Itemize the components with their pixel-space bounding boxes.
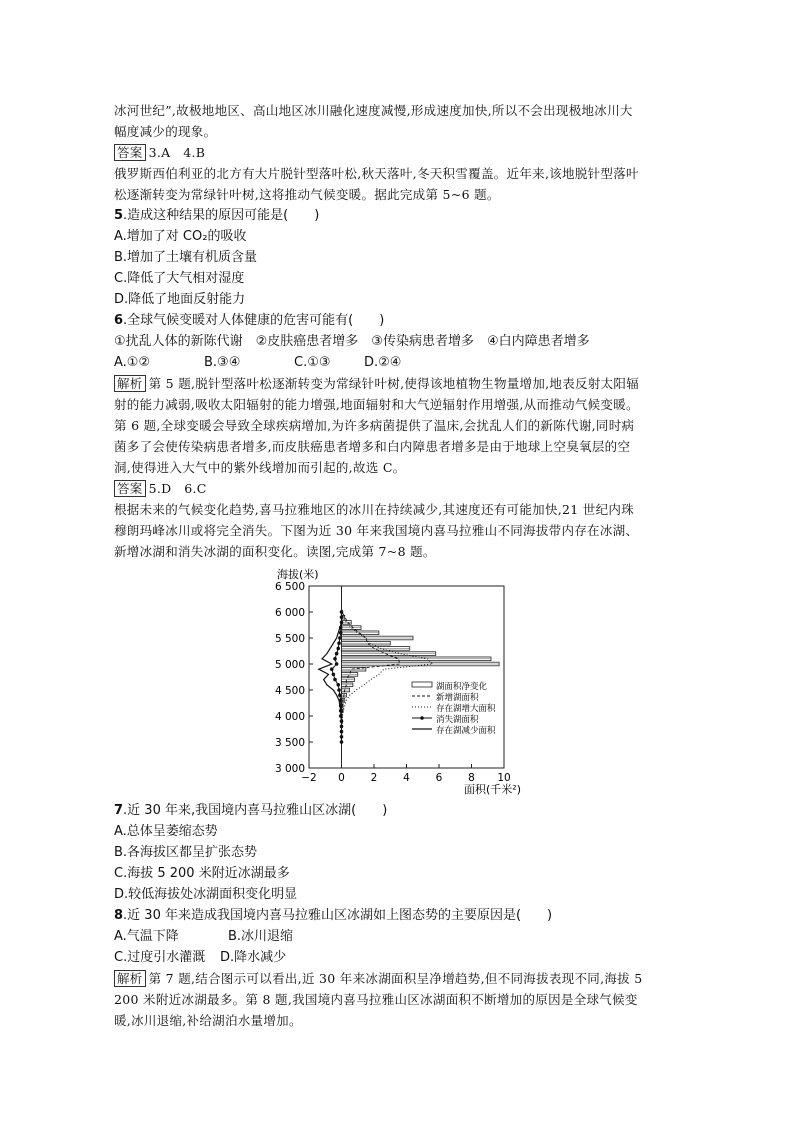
passage-line: 松逐渐转变为常绿针叶树,这将推动气候变暖。据此完成第 5~6 题。	[114, 187, 500, 202]
y-tick-label: 5 000	[274, 659, 305, 671]
chart-svg	[114, 566, 682, 798]
analysis-5-6	[114, 373, 682, 394]
question-stem: .造成这种结果的原因可能是( )	[123, 208, 320, 223]
option: A.气温下降	[114, 929, 179, 944]
question-stem: .近 30 年来造成我国境内喜马拉雅山区冰湖如上图态势的主要原因是( )	[123, 908, 553, 923]
answer-5-6	[114, 478, 682, 499]
plot-frame	[309, 586, 504, 768]
passage-line: 穆朗玛峰冰川或将完全消失。下图为近 30 年来我国境内喜马拉雅山不同海拔带内存在冰湖、	[114, 523, 639, 538]
x-tick-label: 10	[497, 772, 511, 784]
y-tick-label: 4 500	[274, 685, 305, 697]
analysis-line: 菌多了会使传染病患者增多,而皮肤癌患者增多和白内障患者增多是由于地球上空臭氧层的空	[114, 439, 631, 454]
legend-label: 存在湖增大面积	[436, 704, 496, 714]
disappeared-point	[338, 693, 342, 697]
x-axis-label: 面积(千米²)	[464, 783, 521, 796]
analysis-line: 第 6 题,全球变暖会导致全球疾病增加,为许多病菌提供了温床,会扰乱人们的新陈代谢,同时病	[114, 418, 635, 433]
question-number: 6	[114, 313, 124, 328]
question-number: 7	[114, 803, 124, 818]
option: A.①②	[114, 355, 151, 370]
x-tick-label: 4	[403, 772, 410, 784]
legend-label: 存在湖减少面积	[436, 726, 496, 736]
question-8	[114, 905, 682, 926]
y-tick-label: 4 000	[274, 711, 305, 723]
question-6-items: ①扰乱人体的新陈代谢 ②皮肤癌患者增多 ③传染病患者增多 ④白内障患者增多	[114, 334, 590, 349]
question-number: 8	[114, 908, 124, 923]
answer-text: 5.D 6.C	[148, 481, 207, 496]
y-tick-label: 5 500	[274, 633, 305, 645]
passage-line: 俄罗斯西伯利亚的北方有大片脱针型落叶松,秋天落叶,冬天积雪覆盖。近年来,该地脱针型落叶	[114, 166, 639, 181]
option: A.增加了对 CO₂的吸收	[114, 229, 247, 244]
question-6-options	[114, 352, 682, 373]
option: B.③④	[204, 355, 241, 370]
answer-tag: 答案	[114, 144, 146, 161]
option: B.冰川退缩	[228, 929, 294, 944]
x-tick-label: 6	[435, 772, 443, 784]
question-number: 5	[114, 208, 124, 223]
y-tick-label: 3 500	[274, 737, 305, 749]
disappeared-point	[337, 641, 341, 645]
decrease-line	[319, 612, 342, 742]
option: D.②④	[364, 355, 402, 370]
question-5	[114, 205, 682, 226]
x-tick-label: 8	[468, 772, 475, 784]
option: C.海拔 5 200 米附近冰湖最多	[114, 866, 290, 881]
option: D.较低海拔处冰湖面积变化明显	[114, 887, 298, 902]
lake-area-chart	[114, 566, 682, 798]
disappeared-point	[336, 647, 340, 651]
analysis-line: 洞,使得进入大气中的紫外线增加而引起的,故选 C。	[114, 460, 406, 475]
option: A.总体呈萎缩态势	[114, 824, 218, 839]
legend-label: 新增湖面积	[436, 693, 479, 703]
intro-line: 冰河世纪”,故极地地区、高山地区冰川融化速度减慢,形成速度加快,所以不会出现极地冰川大	[114, 103, 633, 118]
answer-tag: 答案	[114, 480, 146, 497]
disappeared-point	[330, 667, 334, 671]
chart-legend	[412, 681, 496, 736]
analysis-line: 200 米附近冰湖最多。第 8 题,我国境内喜马拉雅山区冰湖面积不断增加的原因是全球气候变	[114, 992, 638, 1007]
y-tick-label: 6 000	[274, 607, 305, 619]
question-8-options-row1	[114, 926, 682, 947]
intro-line: 幅度减少的现象。	[114, 124, 217, 139]
option: C.①③	[294, 355, 331, 370]
disappeared-point	[333, 678, 337, 682]
answer-text: 3.A 4.B	[148, 145, 206, 160]
x-tick-label: 0	[338, 772, 345, 784]
x-tick-label: 2	[370, 772, 378, 784]
option: D.降低了地面反射能力	[114, 292, 246, 307]
passage-line: 新增冰湖和消失冰湖的面积变化。读图,完成第 7~8 题。	[114, 544, 436, 559]
disappeared-point	[335, 662, 339, 666]
analysis-line: 第 5 题,脱针型落叶松逐渐转变为常绿针叶树,使得该地植物生物量增加,地表反射太阳辐	[148, 376, 640, 391]
option: D.降水减少	[220, 950, 287, 965]
analysis-7-8	[114, 968, 682, 989]
y-tick-label: 3 000	[274, 763, 305, 775]
analysis-line: 暖,冰川退缩,补给湖泊水量增加。	[114, 1013, 302, 1028]
option: C.降低了大气相对湿度	[114, 271, 245, 286]
disappeared-point	[333, 657, 337, 661]
question-8-options-row2	[114, 947, 682, 968]
question-7	[114, 800, 682, 821]
analysis-tag: 解析	[114, 970, 146, 987]
passage-line: 根据未来的气候变化趋势,喜马拉雅地区的冰川在持续减少,其速度还有可能加快,21 世纪内珠	[114, 502, 635, 517]
legend-label: 湖面积净变化	[436, 682, 488, 692]
x-tick-label: −2	[301, 772, 317, 784]
analysis-line: 第 7 题,结合图示可以看出,近 30 年来冰湖面积呈净增趋势,但不同海拔表现不同,海拔 5	[148, 971, 643, 986]
legend-swatch-bar	[412, 682, 432, 687]
option: B.增加了土壤有机质含量	[114, 250, 258, 265]
disappeared-point	[332, 673, 336, 677]
analysis-tag: 解析	[114, 375, 146, 392]
question-stem: .近 30 年来,我国境内喜马拉雅山区冰湖( )	[123, 803, 388, 818]
option: B.各海拔区都呈扩张态势	[114, 845, 258, 860]
question-6	[114, 310, 682, 331]
legend-swatch-dot	[420, 716, 424, 720]
disappeared-point	[336, 683, 340, 687]
disappeared-point	[339, 631, 343, 635]
y-tick-label: 6 500	[274, 581, 305, 593]
y-axis-label: 海拔(米)	[277, 568, 319, 581]
analysis-line: 射的能力减弱,吸收太阳辐射的能力增强,地面辐射和大气逆辐射作用增强,从而推动气候变暖。	[114, 397, 639, 412]
disappeared-point	[335, 652, 339, 656]
option: C.过度引水灌溉	[114, 950, 206, 965]
legend-label: 消失湖面积	[436, 715, 479, 725]
answer-3-4	[114, 142, 682, 163]
question-stem: .全球气候变暖对人体健康的危害可能有( )	[123, 313, 385, 328]
disappeared-point	[338, 636, 342, 640]
disappeared-point	[337, 688, 341, 692]
document-page	[114, 100, 682, 1031]
